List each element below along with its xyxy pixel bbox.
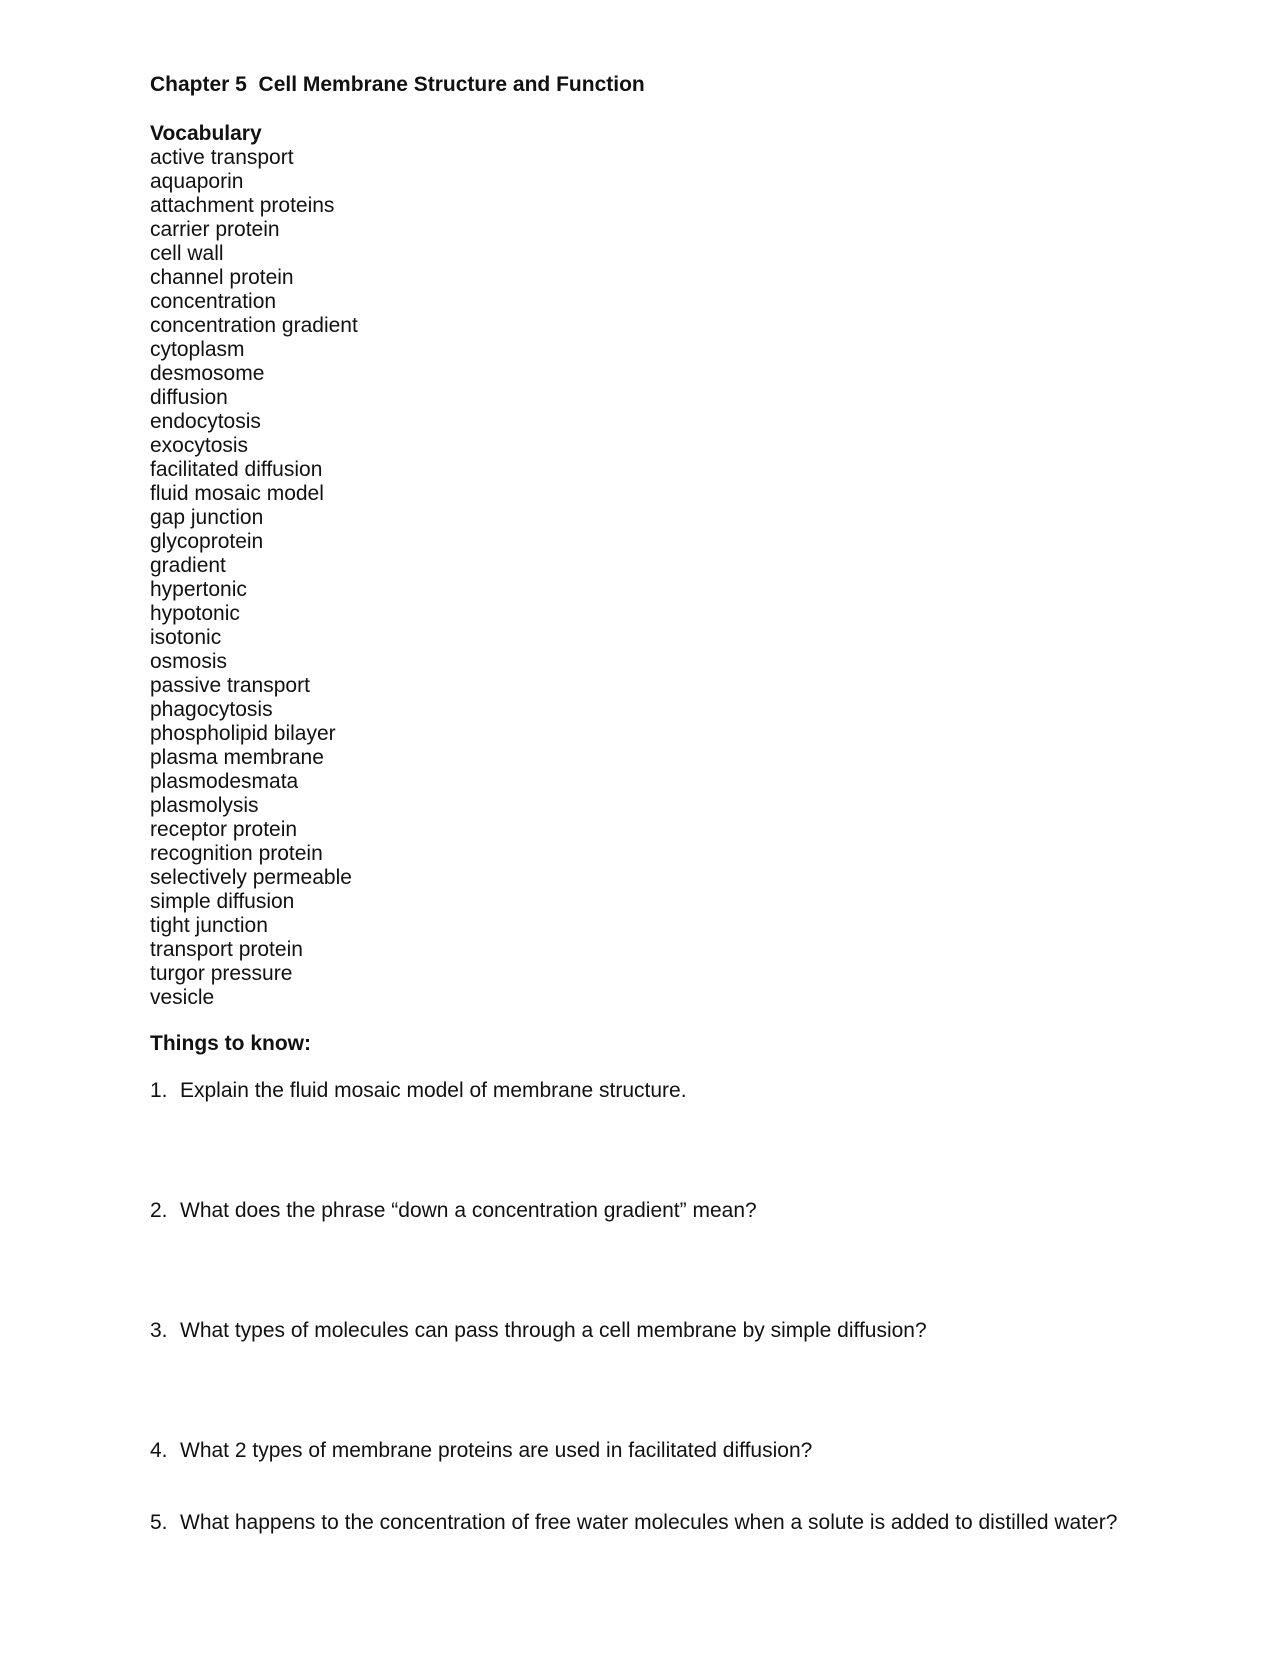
vocabulary-term: attachment proteins — [150, 194, 335, 217]
vocabulary-term: tight junction — [150, 914, 268, 937]
vocabulary-term: recognition protein — [150, 842, 323, 865]
vocabulary-term: passive transport — [150, 674, 310, 697]
vocabulary-term: cytoplasm — [150, 338, 245, 361]
vocabulary-term: plasmodesmata — [150, 770, 299, 793]
vocabulary-term: hypotonic — [150, 602, 240, 625]
vocabulary-term: active transport — [150, 146, 294, 169]
vocabulary-term: selectively permeable — [150, 866, 352, 889]
vocabulary-term: osmosis — [150, 650, 228, 673]
vocabulary-term: receptor protein — [150, 818, 298, 841]
question-number: 5. — [150, 1511, 168, 1534]
vocabulary-term: diffusion — [150, 386, 228, 409]
vocabulary-term: glycoprotein — [150, 530, 264, 553]
question-text: What does the phrase “down a concentration gradient” mean? — [180, 1199, 757, 1222]
vocabulary-term: cell wall — [150, 242, 224, 265]
question-text: Explain the fluid mosaic model of membrane structure. — [180, 1079, 687, 1102]
question-text: What 2 types of membrane proteins are used in facilitated diffusion? — [180, 1439, 813, 1462]
question-item — [150, 1319, 927, 1343]
vocabulary-term: vesicle — [150, 986, 215, 1009]
question-text: What types of molecules can pass through a cell membrane by simple diffusion? — [180, 1319, 927, 1342]
question-number: 4. — [150, 1439, 168, 1462]
vocabulary-term: transport protein — [150, 938, 303, 961]
vocabulary-term: isotonic — [150, 626, 222, 649]
vocabulary-term: desmosome — [150, 362, 265, 385]
vocabulary-term: hypertonic — [150, 578, 247, 601]
vocabulary-term: plasmolysis — [150, 794, 259, 817]
vocabulary-term: channel protein — [150, 266, 294, 289]
question-item — [150, 1079, 687, 1103]
vocabulary-term: plasma membrane — [150, 746, 324, 769]
things-to-know-heading: Things to know: — [150, 1032, 311, 1055]
question-number: 3. — [150, 1319, 168, 1342]
vocabulary-term: gradient — [150, 554, 226, 577]
vocabulary-term: turgor pressure — [150, 962, 293, 985]
vocabulary-term: phagocytosis — [150, 698, 273, 721]
question-item — [150, 1511, 1117, 1535]
vocabulary-term: endocytosis — [150, 410, 261, 433]
vocabulary-term: concentration gradient — [150, 314, 358, 337]
vocabulary-term: simple diffusion — [150, 890, 295, 913]
vocabulary-term: carrier protein — [150, 218, 280, 241]
vocabulary-term: exocytosis — [150, 434, 249, 457]
vocabulary-term: phospholipid bilayer — [150, 722, 336, 745]
question-number: 2. — [150, 1199, 168, 1222]
page-title: Chapter 5 Cell Membrane Structure and Function — [150, 73, 645, 96]
vocabulary-term: concentration — [150, 290, 277, 313]
vocabulary-heading: Vocabulary — [150, 122, 262, 145]
vocabulary-term: fluid mosaic model — [150, 482, 324, 505]
question-number: 1. — [150, 1079, 168, 1102]
question-text: What happens to the concentration of free water molecules when a solute is added to distilled water? — [180, 1511, 1118, 1534]
question-item — [150, 1199, 757, 1223]
vocabulary-term: facilitated diffusion — [150, 458, 323, 481]
vocabulary-term: aquaporin — [150, 170, 244, 193]
vocabulary-term: gap junction — [150, 506, 264, 529]
vocabulary-list — [150, 146, 358, 1010]
question-item — [150, 1439, 812, 1463]
